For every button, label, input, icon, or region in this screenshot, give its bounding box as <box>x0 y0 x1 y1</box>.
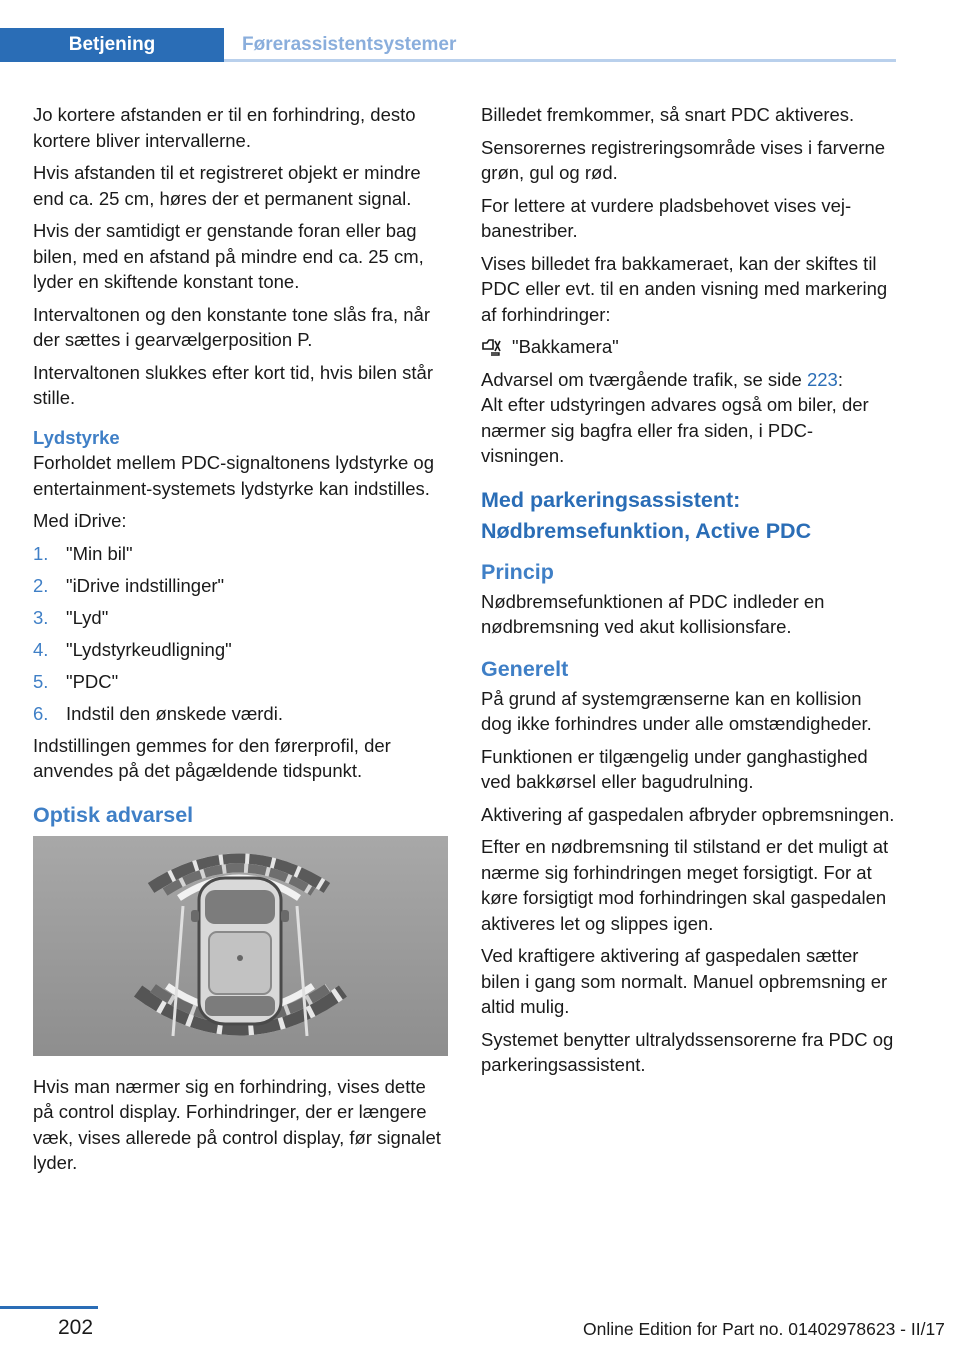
step-text: "Lyd" <box>66 606 109 628</box>
paragraph: Intervaltonen slukkes efter kort tid, hvis bilen står stille. <box>33 361 433 408</box>
paragraph-cross-traffic <box>481 367 896 469</box>
footer-rule <box>0 1306 98 1309</box>
step-text: "Lydstyrkeudligning" <box>66 638 232 660</box>
paragraph: Indstillingen gemmes for den førerprofil, der anvendes på det pågældende tidspunkt. <box>33 734 391 781</box>
step-number: 3. <box>33 606 49 628</box>
pdc-car-diagram <box>33 836 448 1056</box>
page-number: 202 <box>58 1316 94 1339</box>
pdc-display-illustration <box>33 836 448 1056</box>
paragraph: Efter en nødbremsning til stilstand er det muligt at nærme sig forhindringen meget forsigtigt. For at køre forsigtigt mod forhindringen skal gaspedalen aktiveres let og slippes igen. <box>481 836 889 934</box>
step-text: "Min bil" <box>66 542 133 564</box>
bakkamera-option <box>481 334 896 360</box>
step-number: 5. <box>33 670 49 692</box>
paragraph: Intervaltonen og den konstante tone slås fra, når der sættes i gearvælgerposition P. <box>33 303 430 350</box>
paragraph: For lettere at vurdere pladsbehovet vises vejbanestriber. <box>481 194 852 241</box>
heading-parkeringsassistent: Med parkeringsassistent: Nødbremsefunktion, Active PDC <box>481 487 812 543</box>
header-section: Betjening <box>68 34 156 55</box>
paragraph: Med iDrive: <box>33 510 127 531</box>
step-text: "PDC" <box>66 670 119 692</box>
cross-traffic-text: Advarsel om tværgående trafik, se side <box>481 368 807 390</box>
idrive-steps-list <box>33 541 448 727</box>
heading-optisk-advarsel: Optisk advarsel <box>33 802 194 827</box>
list-item <box>33 637 448 663</box>
step-number: 1. <box>33 542 49 564</box>
paragraph: Billedet fremkommer, så snart PDC aktiveres. <box>481 104 855 125</box>
cross-traffic-colon: : <box>837 368 843 390</box>
paragraph: Systemet benytter ultralydssensorerne fra PDC og parkeringsassistent. <box>481 1028 894 1075</box>
list-item <box>33 605 448 631</box>
list-item <box>33 701 448 727</box>
page-reference-link[interactable]: 223 <box>806 368 838 390</box>
paragraph: Hvis afstanden til et registreret objekt er mindre end ca. 25 cm, høres der et permanent signal. <box>33 162 421 209</box>
list-item <box>33 541 448 567</box>
step-text: Indstil den ønskede værdi. <box>66 702 283 724</box>
paragraph: Funktionen er tilgængelig under ganghastighed ved bakkørsel eller bagudrulning. <box>481 745 868 792</box>
header-rule <box>224 59 896 62</box>
paragraph: Hvis man nærmer sig en forhindring, vises dette på control display. Forhindringer, der er længere væk, vises allerede på control display, før signalet lyder. <box>33 1075 441 1173</box>
paragraph: Sensorernes registreringsområde vises i farverne grøn, gul og rød. <box>481 136 886 183</box>
list-item <box>33 573 448 599</box>
step-text: "iDrive indstillinger" <box>66 574 225 596</box>
paragraph: Nødbremsefunktionen af PDC indleder en nødbremsning ved akut kollisionsfare. <box>481 590 825 637</box>
edition-note: Online Edition for Part no. 01402978623 - II/17 <box>583 1319 945 1339</box>
heading-generelt: Generelt <box>481 656 569 681</box>
paragraph: Jo kortere afstanden er til en forhindring, desto kortere bliver intervallerne. <box>33 104 416 151</box>
list-item <box>33 669 448 695</box>
page-header <box>0 28 896 62</box>
header-chapter: Førerassistentsystemer <box>242 34 457 55</box>
paragraph: Aktivering af gaspedalen afbryder opbremsningen. <box>481 803 895 825</box>
bakkamera-label: "Bakkamera" <box>512 336 619 357</box>
heading-lydstyrke: Lydstyrke <box>33 426 120 448</box>
right-column <box>481 102 896 1085</box>
paragraph: Ved kraftigere aktivering af gaspedalen sætter bilen i gang som normalt. Manuel opbremsning er altid mulig. <box>481 945 888 1017</box>
step-number: 4. <box>33 638 49 660</box>
paragraph: Forholdet mellem PDC-signaltonens lydstyrke og entertainment-systemets lydstyrke kan indstilles. <box>33 452 435 499</box>
cross-traffic-detail: Alt efter udstyringen advares også om biler, der nærmer sig bagfra eller fra siden, i PDC-visningen. <box>481 394 869 466</box>
paragraph: På grund af systemgrænserne kan en kollision dog ikke forhindres under alle omstændigheder. <box>481 687 872 734</box>
step-number: 2. <box>33 574 49 596</box>
reverse-camera-icon <box>481 337 503 357</box>
paragraph: Vises billedet fra bakkameraet, kan der skiftes til PDC eller evt. til en anden visning med markering af forhindringer: <box>481 252 888 325</box>
paragraph: Hvis der samtidigt er genstande foran eller bag bilen, med en afstand på mindre end ca. 25 cm, lyder en skiftende konstant tone. <box>33 220 424 292</box>
step-number: 6. <box>33 702 49 724</box>
left-column <box>33 102 448 1183</box>
heading-princip: Princip <box>481 559 554 584</box>
